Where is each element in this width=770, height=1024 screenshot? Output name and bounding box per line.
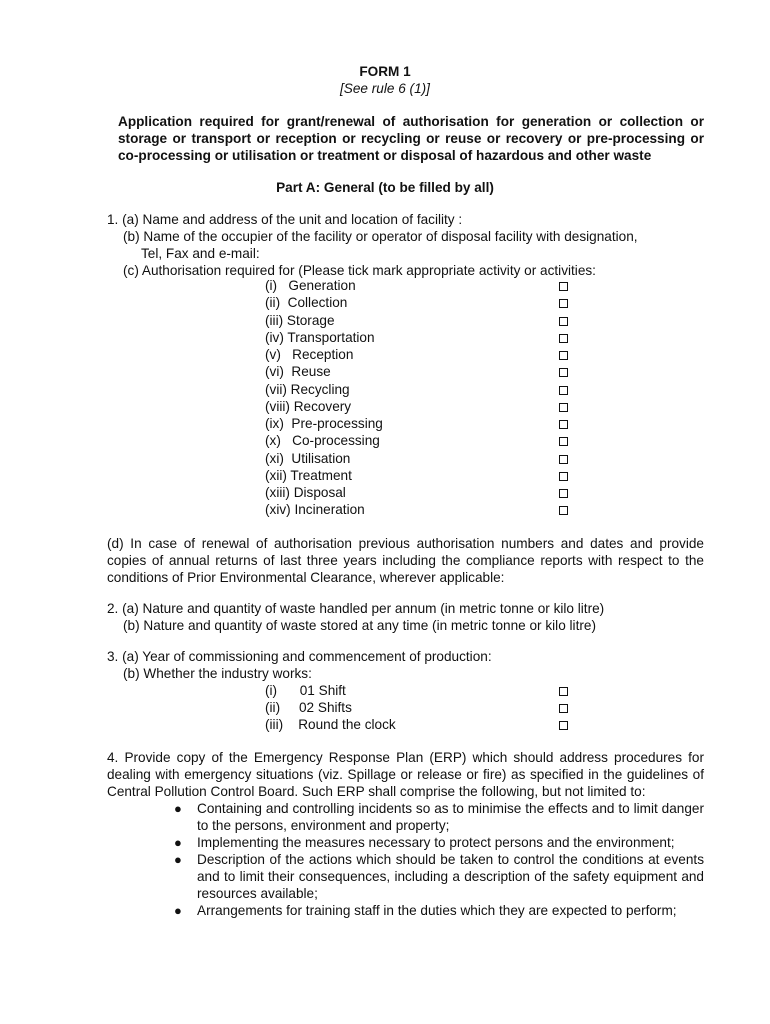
q1d-renewal-details: (d) In case of renewal of authorisation previous authorisation numbers and dates and provide copies of annual returns of last three years including the compliance reports with respect to the conditions of Prior Environmental Clearance, wherever applicable: — [107, 536, 704, 585]
activity-checkbox-transportation[interactable] — [559, 334, 568, 343]
activity-label-pre-processing: (ix) Pre-processing — [265, 416, 383, 431]
activity-label-collection: (ii) Collection — [265, 295, 348, 310]
shift-label-02: (ii) 02 Shifts — [265, 700, 352, 715]
activity-checkbox-reception[interactable] — [559, 351, 568, 360]
q3b-industry-works: (b) Whether the industry works: — [123, 666, 312, 681]
activity-checkbox-treatment[interactable] — [559, 472, 568, 481]
form-rule-reference: [See rule 6 (1)] — [340, 81, 430, 96]
erp-bullet-item: Containing and controlling incidents so as to minimise the effects and to limit danger to the persons, environment and property; — [197, 801, 704, 833]
activity-checkbox-storage[interactable] — [559, 317, 568, 326]
activity-checkbox-recovery[interactable] — [559, 403, 568, 412]
activity-label-generation: (i) Generation — [265, 278, 356, 293]
bullet-icon: ● — [174, 852, 182, 867]
bullet-icon: ● — [174, 801, 182, 816]
activity-label-reuse: (vi) Reuse — [265, 364, 331, 379]
q3a-commissioning-year: 3. (a) Year of commissioning and commencement of production: — [107, 649, 492, 664]
shift-label-round-the-clock: (iii) Round the clock — [265, 717, 396, 732]
erp-bullet-item: Description of the actions which should be taken to control the conditions at events and to limit their consequences, including a description of the safety equipment and resources available; — [197, 852, 704, 901]
erp-bullet-item: Arrangements for training staff in the duties which they are expected to perform; — [197, 903, 677, 918]
activity-checkbox-disposal[interactable] — [559, 489, 568, 498]
erp-bullet-item: Implementing the measures necessary to protect persons and the environment; — [197, 835, 675, 850]
q1c-authorisation-required: (c) Authorisation required for (Please tick mark appropriate activity or activities: — [123, 263, 596, 278]
activity-label-reception: (v) Reception — [265, 347, 354, 362]
activity-label-recovery: (viii) Recovery — [265, 399, 352, 414]
shift-checkbox-round-the-clock[interactable] — [559, 721, 568, 730]
activity-label-recycling: (vii) Recycling — [265, 382, 350, 397]
activity-label-treatment: (xii) Treatment — [265, 468, 352, 483]
activity-label-utilisation: (xi) Utilisation — [265, 451, 351, 466]
bullet-icon: ● — [174, 903, 182, 918]
activity-checkbox-co-processing[interactable] — [559, 437, 568, 446]
activity-label-transportation: (iv) Transportation — [265, 330, 375, 345]
form-title: FORM 1 — [359, 64, 411, 79]
form-heading: Application required for grant/renewal of authorisation for generation or collection or storage or transport or reception or recycling or reuse or recovery or pre-processing or co-processing or utilisation or treatment or disposal of hazardous and other waste — [118, 114, 704, 163]
bullet-icon: ● — [174, 835, 182, 850]
activity-checkbox-recycling[interactable] — [559, 386, 568, 395]
q1a-name-address: 1. (a) Name and address of the unit and location of facility : — [107, 212, 463, 227]
activity-label-co-processing: (x) Co-processing — [265, 433, 380, 448]
q2b-waste-stored: (b) Nature and quantity of waste stored at any time (in metric tonne or kilo litre) — [123, 618, 596, 633]
q1b-occupier-line1: (b) Name of the occupier of the facility or operator of disposal facility with designation, — [123, 229, 638, 244]
activity-label-incineration: (xiv) Incineration — [265, 502, 365, 517]
activity-checkbox-generation[interactable] — [559, 282, 568, 291]
part-a-heading: Part A: General (to be filled by all) — [276, 180, 494, 195]
q1b-occupier-line2: Tel, Fax and e-mail: — [141, 246, 260, 261]
activity-checkbox-reuse[interactable] — [559, 368, 568, 377]
activity-checkbox-pre-processing[interactable] — [559, 420, 568, 429]
shift-checkbox-01[interactable] — [559, 687, 568, 696]
shift-label-01: (i) 01 Shift — [265, 683, 346, 698]
q2a-waste-handled: 2. (a) Nature and quantity of waste handled per annum (in metric tonne or kilo litre) — [107, 601, 605, 616]
activity-checkbox-collection[interactable] — [559, 299, 568, 308]
activity-checkbox-incineration[interactable] — [559, 506, 568, 515]
activity-label-disposal: (xiii) Disposal — [265, 485, 346, 500]
shift-checkbox-02[interactable] — [559, 704, 568, 713]
activity-label-storage: (iii) Storage — [265, 313, 335, 328]
q4-erp-intro: 4. Provide copy of the Emergency Response Plan (ERP) which should address procedures for dealing with emergency situations (viz. Spillage or release or fire) as specified in the guidelines of Central Pollution Control Board. Such ERP shall comprise the following, but not limited to: — [107, 750, 704, 799]
activity-checkbox-utilisation[interactable] — [559, 455, 568, 464]
